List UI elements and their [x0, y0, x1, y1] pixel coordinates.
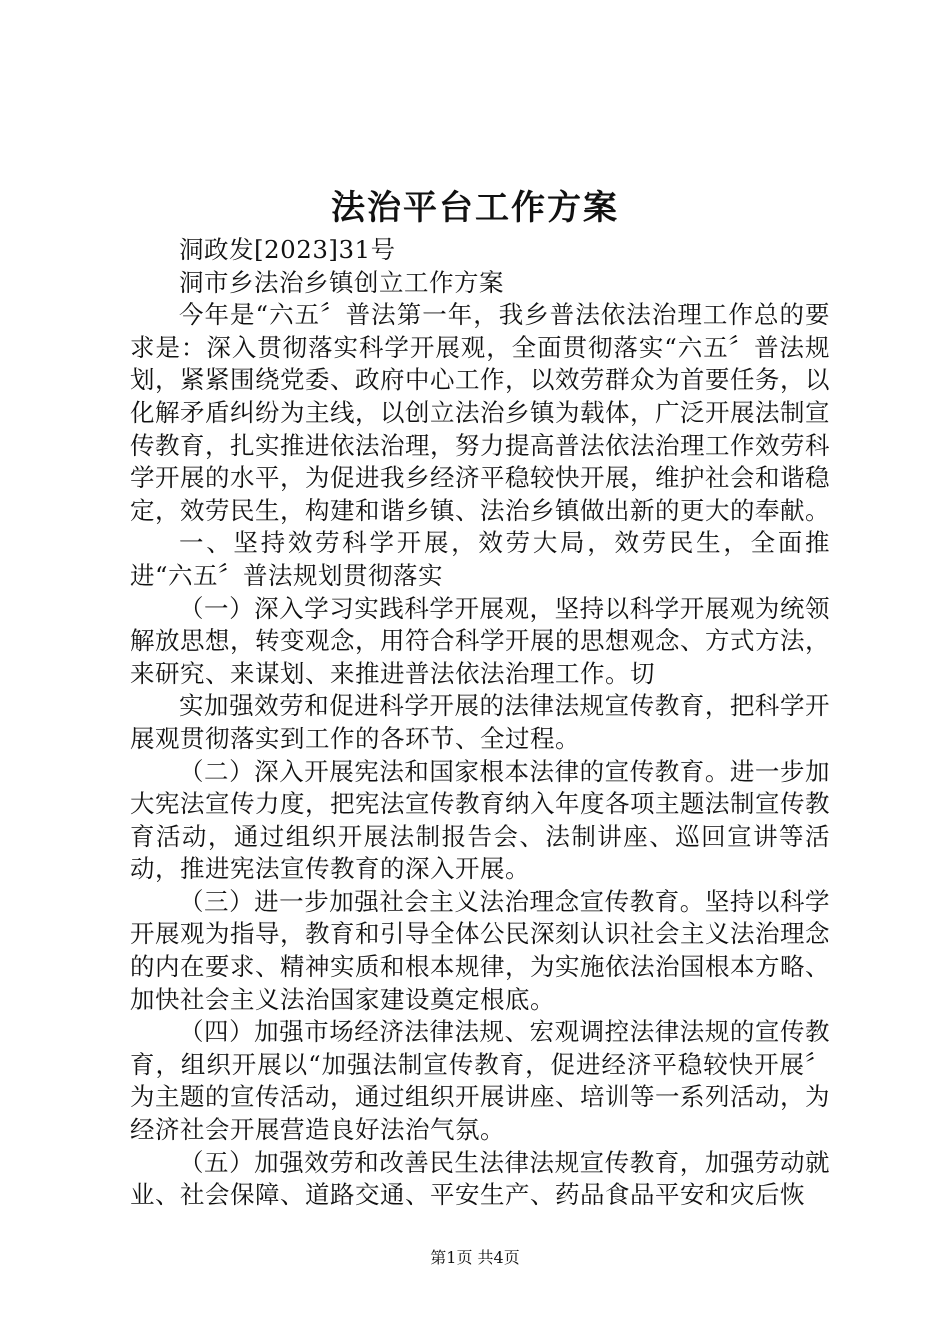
section-heading-1: 一、坚持效劳科学开展，效劳大局，效劳民生，全面推进“六五〞普法规划贯彻落实 — [130, 528, 830, 590]
paragraph-intro: 今年是“六五〞普法第一年，我乡普法依法治理工作总的要求是：深入贯彻落实科学开展观，全面贯彻落实“六五〞普法规划，紧紧围绕党委、政府中心工作，以效劳群众为首要任务，以化解矛盾纠纷为主线，以创立法治乡镇为载体，广泛开展法制宣传教育，扎实推进依法治理，努力提高普法依法治理工作效劳科学开展的水平，为促进我乡经济平稳较快开展，维护社会和谐稳定，效劳民生，构建和谐乡镇、法治乡镇做出新的更大的奉献。 — [130, 300, 830, 525]
paragraph-item-2: （二）深入开展宪法和国家根本法律的宣传教育。进一步加大宪法宣传力度，把宪法宣传教育纳入年度各项主题法制宣传教育活动，通过组织开展法制报告会、法制讲座、巡回宣讲等活动，推进宪法宣传教育的深入开展。 — [130, 756, 830, 884]
paragraph-item-5: （五）加强效劳和改善民生法律法规宣传教育，加强劳动就业、社会保障、道路交通、平安生产、药品食品平安和灾后恢 — [130, 1147, 830, 1210]
paragraph-item-4: （四）加强市场经济法律法规、宏观调控法律法规的宣传教育，组织开展以“加强法制宣传教育，促进经济平稳较快开展〞为主题的宣传活动，通过组织开展讲座、培训等一系列活动，为经济社会开展营造良好法治气氛。 — [130, 1017, 830, 1145]
page-footer: 第1页 共4页 — [430, 1248, 520, 1267]
paragraph-item-1: （一）深入学习实践科学开展观，坚持以科学开展观为统领解放思想，转变观念，用符合科学开展的思想观念、方式方法，来研究、来谋划、来推进普法依法治理工作。切 — [130, 593, 830, 688]
document-title: 法治平台工作方案 — [331, 188, 619, 228]
document-body — [130, 234, 830, 1212]
document-number: 洞政发[2023]31号 — [179, 235, 396, 264]
document-subtitle: 洞市乡法治乡镇创立工作方案 — [179, 267, 504, 297]
paragraph-item-3: （三）进一步加强社会主义法治理念宣传教育。坚持以科学开展观为指导，教育和引导全体公民深刻认识社会主义法治理念的内在要求、精神实质和根本规律，为实施依法治国根本方略、加快社会主义法治国家建设奠定根底。 — [130, 886, 830, 1014]
paragraph-item-1-cont: 实加强效劳和促进科学开展的法律法规宣传教育，把科学开展观贯彻落实到工作的各环节、全过程。 — [130, 691, 830, 753]
